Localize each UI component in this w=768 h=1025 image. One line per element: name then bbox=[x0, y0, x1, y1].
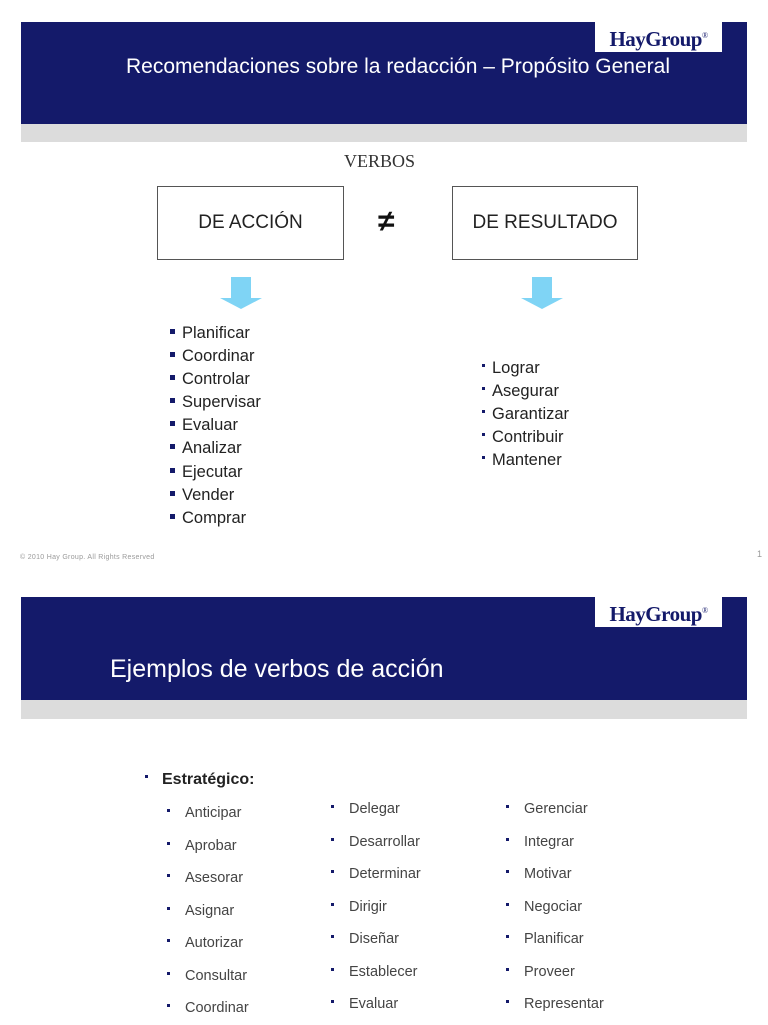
bullet-icon bbox=[506, 805, 509, 808]
list-item-label: Autorizar bbox=[185, 935, 244, 951]
not-equal-sign: ≠ bbox=[378, 205, 395, 238]
bullet-icon bbox=[482, 456, 485, 459]
list-item bbox=[167, 895, 249, 928]
list-item-label: Consultar bbox=[185, 967, 248, 984]
list-item-label: Mantener bbox=[492, 451, 562, 470]
list-item-label: Dirigir bbox=[349, 898, 387, 915]
list-item-label: Integrar bbox=[524, 833, 574, 850]
bullet-icon bbox=[331, 870, 334, 873]
list-item bbox=[170, 484, 261, 507]
result-verbs-list bbox=[482, 357, 569, 472]
bullet-icon bbox=[331, 935, 334, 938]
list-item bbox=[331, 793, 421, 826]
list-item-label: Motivar bbox=[524, 866, 572, 882]
list-item bbox=[331, 891, 421, 924]
bullet-icon bbox=[170, 514, 175, 519]
list-item-label: Coordinar bbox=[182, 347, 255, 366]
slide1-page-number: 1 bbox=[757, 549, 763, 559]
list-item bbox=[170, 345, 261, 368]
bullet-icon bbox=[170, 421, 175, 426]
verbs-column-3 bbox=[506, 793, 604, 1021]
bullet-icon bbox=[506, 870, 509, 873]
slide2-title: Ejemplos de verbos de acción bbox=[110, 655, 444, 683]
list-item-label: Aprobar bbox=[185, 837, 237, 854]
action-verbs-list bbox=[170, 322, 261, 530]
list-item-label: Asegurar bbox=[492, 382, 559, 401]
list-item bbox=[170, 368, 261, 391]
list-item bbox=[482, 380, 569, 403]
result-verbs-box-label: DE RESULTADO bbox=[472, 212, 618, 233]
list-item bbox=[482, 449, 569, 472]
verbs-column-2 bbox=[331, 793, 421, 1021]
bullet-icon bbox=[482, 410, 485, 413]
bullet-icon bbox=[167, 842, 170, 845]
list-item bbox=[170, 437, 261, 460]
list-item-label: Planificar bbox=[524, 931, 584, 947]
list-item bbox=[331, 923, 421, 956]
list-item bbox=[170, 461, 261, 484]
list-item-label: Representar bbox=[524, 996, 604, 1012]
down-arrow-right-icon bbox=[521, 277, 563, 309]
list-item bbox=[482, 357, 569, 380]
bullet-icon bbox=[482, 433, 485, 436]
list-item bbox=[506, 988, 604, 1021]
slide1-grey-bar bbox=[21, 124, 747, 142]
bullet-icon bbox=[170, 329, 175, 334]
slide1-logo-text: HayGroup bbox=[609, 27, 702, 51]
list-item-label: Negociar bbox=[524, 898, 583, 915]
list-item bbox=[167, 862, 249, 895]
bullet-icon bbox=[170, 352, 175, 357]
slide2-logo-mark: ® bbox=[701, 606, 708, 615]
list-item bbox=[167, 830, 249, 863]
list-item-label: Ejecutar bbox=[182, 462, 243, 481]
bullet-icon bbox=[482, 387, 485, 390]
list-item-label: Analizar bbox=[182, 439, 242, 458]
list-item bbox=[331, 988, 421, 1021]
list-item-label: Gerenciar bbox=[524, 801, 588, 817]
list-item-label: Controlar bbox=[182, 370, 250, 389]
bullet-icon bbox=[170, 468, 175, 473]
list-item bbox=[167, 927, 249, 960]
bullet-icon bbox=[506, 838, 509, 841]
bullet-icon bbox=[506, 968, 509, 971]
bullet-icon bbox=[506, 903, 509, 906]
list-item-label: Coordinar bbox=[185, 1000, 249, 1016]
list-item-label: Diseñar bbox=[349, 931, 399, 947]
action-verbs-box bbox=[157, 186, 344, 260]
bullet-icon bbox=[331, 838, 334, 841]
list-item-label: Delegar bbox=[349, 801, 400, 817]
section-bullet-icon bbox=[145, 775, 148, 778]
list-item bbox=[170, 414, 261, 437]
list-item bbox=[506, 923, 604, 956]
verbos-heading: VERBOS bbox=[344, 151, 416, 171]
bullet-icon bbox=[482, 364, 485, 367]
list-item bbox=[331, 826, 421, 859]
action-verbs-box-label: DE ACCIÓN bbox=[198, 212, 303, 233]
list-item-label: Lograr bbox=[492, 359, 540, 377]
list-item bbox=[167, 992, 249, 1025]
bullet-icon bbox=[506, 1000, 509, 1003]
section-estrategico-label: Estratégico: bbox=[162, 771, 255, 788]
bullet-icon bbox=[506, 935, 509, 938]
verbs-column-1 bbox=[167, 797, 249, 1025]
list-item bbox=[167, 960, 249, 993]
bullet-icon bbox=[167, 809, 170, 812]
bullet-icon bbox=[170, 398, 175, 403]
slide1-title: Recomendaciones sobre la redacción – Propósito General bbox=[126, 55, 670, 78]
bullet-icon bbox=[331, 968, 334, 971]
bullet-icon bbox=[331, 903, 334, 906]
slide1-logo-mark: ® bbox=[701, 31, 708, 40]
bullet-icon bbox=[167, 939, 170, 942]
slide1-copyright: © 2010 Hay Group. All Rights Reserved bbox=[20, 554, 155, 561]
list-item bbox=[506, 891, 604, 924]
bullet-icon bbox=[170, 491, 175, 496]
list-item bbox=[506, 858, 604, 891]
list-item-label: Establecer bbox=[349, 963, 418, 980]
list-item-label: Anticipar bbox=[185, 805, 242, 821]
bullet-icon bbox=[167, 972, 170, 975]
bullet-icon bbox=[331, 805, 334, 808]
slide2-grey-bar bbox=[21, 700, 747, 719]
list-item-label: Evaluar bbox=[182, 416, 238, 435]
result-verbs-box bbox=[452, 186, 638, 260]
bullet-icon bbox=[331, 1000, 334, 1003]
slide2-logo-text: HayGroup bbox=[609, 602, 702, 626]
section-estrategico bbox=[145, 771, 254, 789]
list-item-label: Asignar bbox=[185, 902, 235, 919]
list-item-label: Asesorar bbox=[185, 870, 244, 886]
list-item bbox=[482, 426, 569, 449]
list-item bbox=[331, 956, 421, 989]
list-item-label: Determinar bbox=[349, 866, 421, 882]
slide1-haygroup-logo bbox=[595, 20, 722, 52]
list-item-label: Supervisar bbox=[182, 393, 261, 412]
bullet-icon bbox=[167, 907, 170, 910]
slide2-haygroup-logo bbox=[595, 594, 722, 627]
list-item bbox=[170, 322, 261, 345]
list-item-label: Evaluar bbox=[349, 996, 399, 1012]
bullet-icon bbox=[170, 375, 175, 380]
bullet-icon bbox=[167, 1004, 170, 1007]
list-item bbox=[170, 507, 261, 530]
list-item-label: Proveer bbox=[524, 963, 575, 980]
list-item-label: Desarrollar bbox=[349, 833, 420, 850]
bullet-icon bbox=[167, 874, 170, 877]
list-item-label: Comprar bbox=[182, 508, 247, 527]
list-item bbox=[331, 858, 421, 891]
list-item bbox=[167, 797, 249, 830]
list-item-label: Planificar bbox=[182, 324, 250, 342]
list-item bbox=[170, 391, 261, 414]
list-item bbox=[506, 826, 604, 859]
list-item-label: Vender bbox=[182, 485, 235, 504]
down-arrow-left-icon bbox=[220, 277, 262, 309]
list-item bbox=[482, 403, 569, 426]
list-item bbox=[506, 956, 604, 989]
list-item-label: Contribuir bbox=[492, 428, 564, 447]
list-item-label: Garantizar bbox=[492, 405, 570, 424]
bullet-icon bbox=[170, 444, 175, 449]
list-item bbox=[506, 793, 604, 826]
